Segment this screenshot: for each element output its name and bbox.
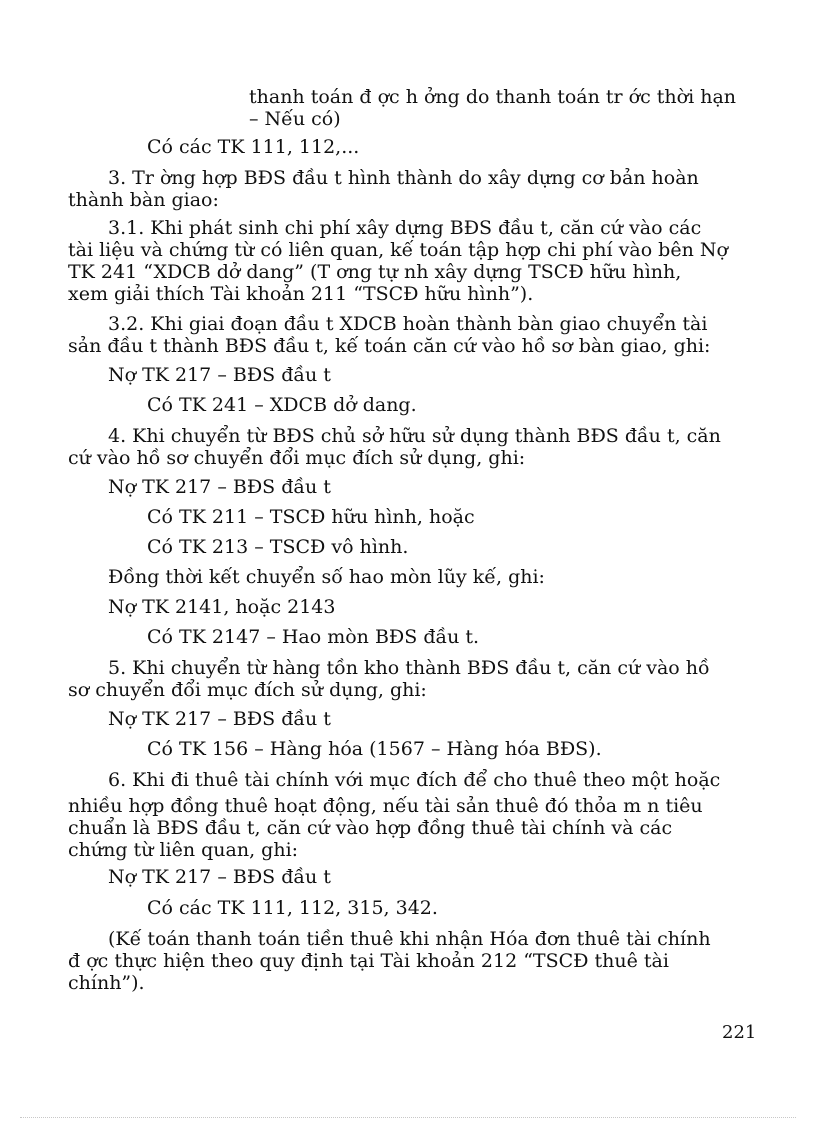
- text-line: xem giải thích Tài khoản 211 “TSCĐ hữu hình”).: [68, 283, 534, 305]
- text-line: Có các TK 111, 112,...: [147, 136, 360, 158]
- text-line: Có TK 241 – XDCB dở dang.: [147, 394, 417, 416]
- text-line: thanh toán đ ợc h ởng do thanh toán tr ớc thời hạn: [249, 86, 737, 108]
- text-line: Có TK 213 – TSCĐ vô hình.: [147, 536, 409, 558]
- text-line: Có các TK 111, 112, 315, 342.: [147, 897, 438, 919]
- text-line: sơ chuyển đổi mục đích sử dụng, ghi:: [68, 679, 427, 701]
- text-line: thành bàn giao:: [68, 189, 219, 211]
- text-line: (Kế toán thanh toán tiền thuê khi nhận Hóa đơn thuê tài chính: [108, 928, 711, 950]
- text-line: Nợ TK 2141, hoặc 2143: [108, 596, 336, 618]
- text-line: 4. Khi chuyển từ BĐS chủ sở hữu sử dụng thành BĐS đầu t, căn: [108, 425, 721, 447]
- text-line: Nợ TK 217 – BĐS đầu t: [108, 364, 331, 386]
- text-line: chính”).: [68, 972, 145, 994]
- text-line: tài liệu và chứng từ có liên quan, kế toán tập hợp chi phí vào bên Nợ: [68, 239, 728, 261]
- text-line: chứng từ liên quan, ghi:: [68, 839, 299, 861]
- text-line: đ ợc thực hiện theo quy định tại Tài khoản 212 “TSCĐ thuê tài: [68, 950, 669, 972]
- text-line: Có TK 211 – TSCĐ hữu hình, hoặc: [147, 506, 475, 528]
- text-line: chuẩn là BĐS đầu t, căn cứ vào hợp đồng thuê tài chính và các: [68, 817, 673, 839]
- text-line: 3. Tr ờng hợp BĐS đầu t hình thành do xây dựng cơ bản hoàn: [108, 167, 699, 189]
- text-line: 6. Khi đi thuê tài chính với mục đích để cho thuê theo một hoặc: [108, 769, 721, 791]
- text-line: sản đầu t thành BĐS đầu t, kế toán căn cứ vào hồ sơ bàn giao, ghi:: [68, 335, 711, 357]
- text-line: Nợ TK 217 – BĐS đầu t: [108, 866, 331, 888]
- text-line: 3.1. Khi phát sinh chi phí xây dựng BĐS đầu t, căn cứ vào các: [108, 217, 702, 239]
- text-line: 3.2. Khi giai đoạn đầu t XDCB hoàn thành bàn giao chuyển tài: [108, 313, 708, 335]
- text-line: cứ vào hồ sơ chuyển đổi mục đích sử dụng, ghi:: [68, 447, 526, 469]
- text-line: Nợ TK 217 – BĐS đầu t: [108, 708, 331, 730]
- text-line: Có TK 156 – Hàng hóa (1567 – Hàng hóa BĐS).: [147, 738, 602, 760]
- text-line: – Nếu có): [249, 108, 341, 130]
- text-line: Có TK 2147 – Hao mòn BĐS đầu t.: [147, 626, 480, 648]
- page-bottom-divider: [20, 1117, 796, 1118]
- text-line: 5. Khi chuyển từ hàng tồn kho thành BĐS đầu t, căn cứ vào hồ: [108, 657, 710, 679]
- text-line: Nợ TK 217 – BĐS đầu t: [108, 476, 331, 498]
- text-line: TK 241 “XDCB dở dang” (T ơng tự nh xây dựng TSCĐ hữu hình,: [68, 261, 682, 283]
- page-number: 221: [722, 1022, 757, 1043]
- text-line: Đồng thời kết chuyển số hao mòn lũy kế, ghi:: [108, 566, 545, 588]
- text-line: nhiều hợp đồng thuê hoạt động, nếu tài sản thuê đó thỏa m n tiêu: [68, 795, 703, 817]
